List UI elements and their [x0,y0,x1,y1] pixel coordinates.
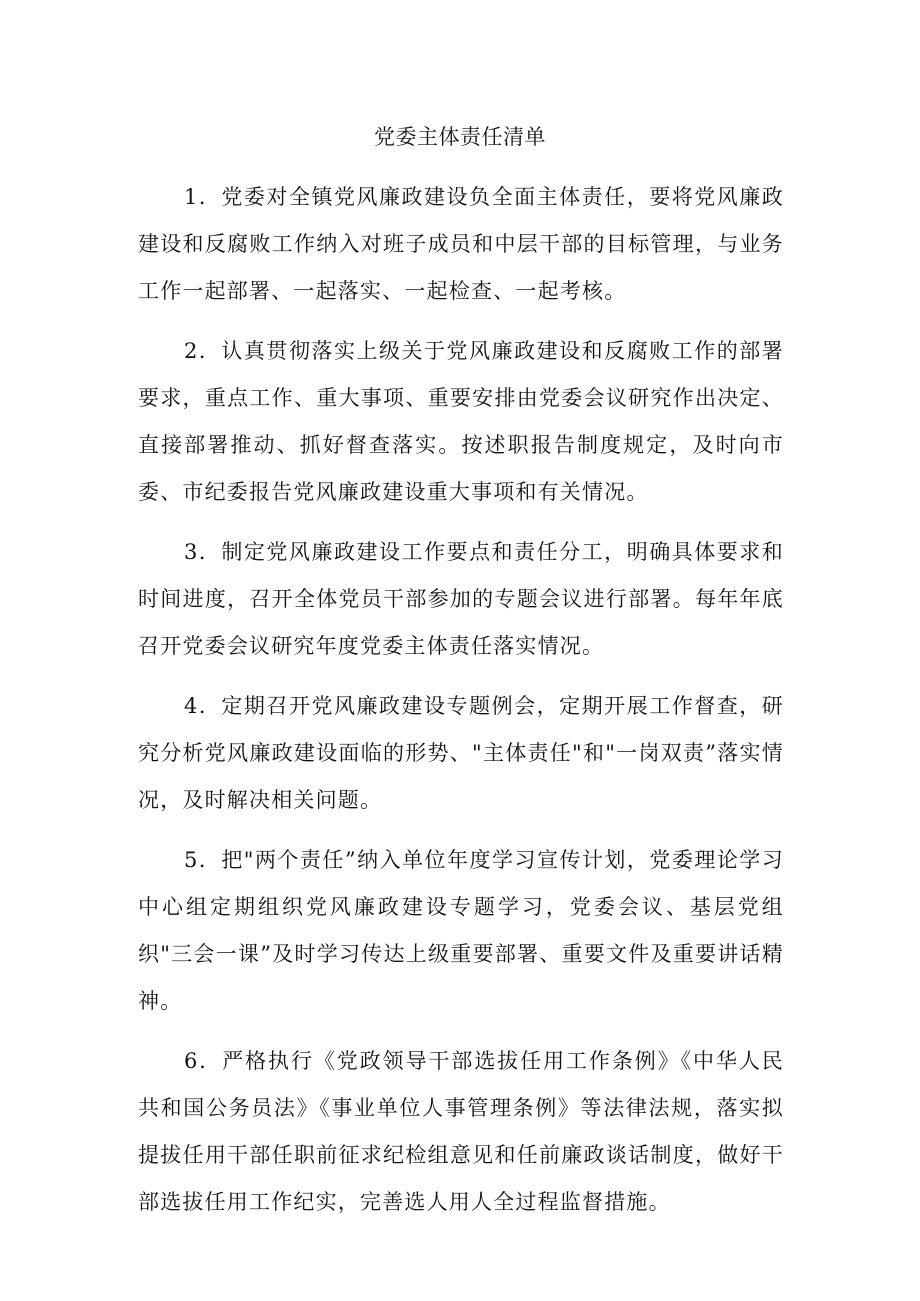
paragraph-6: 6．严格执行《党政领导干部选拔任用工作条例》《中华人民共和国公务员法》《事业单位人事管理条例》等法律法规，落实拟提拔任用干部任职前征求纪检组意见和任前廉政谈话制度，做好干部选拔任用工作纪实，完善选人用人全过程监督措施。 [138,1049,784,1214]
paragraph-1: 1．党委对全镇党风廉政建设负全面主体责任，要将党风廉政建设和反腐败工作纳入对班子成员和中层干部的目标管理，与业务工作一起部署、一起落实、一起检查、一起考核。 [138,185,784,303]
paragraph-5: 5．把"两个责任”纳入单位年度学习宣传计划，党委理论学习中心组定期组织党风廉政建设专题学习，党委会议、基层党组织"三会一课”及时学习传达上级重要部署、重要文件及重要讲话精神。 [138,848,784,1013]
paragraph-2: 2．认真贯彻落实上级关于党风廉政建设和反腐败工作的部署要求，重点工作、重大事项、重要安排由党委会议研究作出决定、直接部署推动、抓好督查落实。按述职报告制度规定，及时向市委、市纪委报告党风廉政建设重大事项和有关情况。 [138,339,784,504]
paragraph-3: 3．制定党风廉政建设工作要点和责任分工，明确具体要求和时间进度，召开全体党员干部参加的专题会议进行部署。每年年底召开党委会议研究年度党委主体责任落实情况。 [138,540,784,658]
document-body [138,174,784,1239]
paragraph-4: 4．定期召开党风廉政建设专题例会，定期开展工作督查，研究分析党风廉政建设面临的形势、"主体责任"和"一岗双责”落实情况，及时解决相关问题。 [138,694,784,812]
page-title: 党委主体责任清单 [374,125,546,149]
